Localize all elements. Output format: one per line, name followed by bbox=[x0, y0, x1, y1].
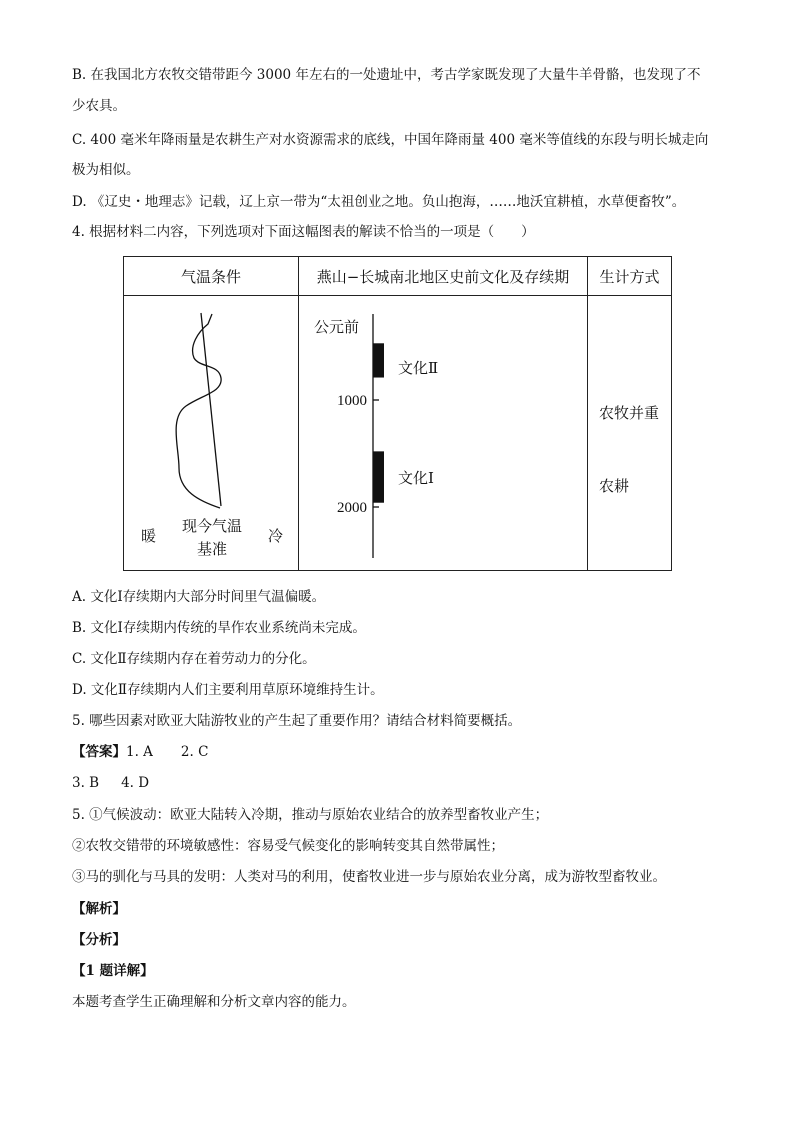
answer-4: 4. D bbox=[121, 775, 150, 791]
baseline-line bbox=[201, 313, 221, 506]
option-b-line1: B. 在我国北方农牧交错带距今 3000 年左右的一处遗址中，考古学家既发现了大量牛羊骨骼，也发现了不 bbox=[72, 67, 701, 83]
option-d: D. 文化Ⅱ存续期内人们主要利用草原环境维持生计。 bbox=[72, 682, 384, 698]
culture-bar-2 bbox=[373, 343, 384, 377]
header-temperature: 气温条件 bbox=[124, 257, 299, 296]
livelihood-cell bbox=[588, 296, 672, 571]
answer-2: 2. C bbox=[180, 744, 209, 760]
timeline-chart bbox=[299, 296, 588, 572]
header-livelihood: 生计方式 bbox=[588, 257, 672, 296]
analysis-text: 本题考查学生正确理解和分析文章内容的能力。 bbox=[72, 994, 356, 1010]
answer-row-2 bbox=[72, 773, 149, 793]
answer-5-point-3: ③马的驯化与马具的发明：人类对马的利用，使畜牧业进一步与原始农业分离，成为游牧型畜牧业。 bbox=[72, 869, 666, 885]
option-c: C. 文化Ⅱ存续期内存在着劳动力的分化。 bbox=[72, 651, 316, 667]
culture-table bbox=[123, 256, 672, 571]
option-b-line2: 少农具。 bbox=[72, 98, 126, 114]
answer-1: 1. A bbox=[126, 744, 153, 760]
culture-2-label: 文化Ⅱ bbox=[398, 359, 439, 377]
culture-bar-1 bbox=[373, 451, 384, 502]
option-c-line1: C. 400 毫米年降雨量是农耕生产对水资源需求的底线，中国年降雨量 400 毫米等值线的东段与明长城走向 bbox=[72, 132, 709, 148]
option-b: B. 文化Ⅰ存续期内传统的旱作农业系统尚未完成。 bbox=[72, 620, 366, 636]
detail-1-heading: 【1 题详解】 bbox=[72, 963, 154, 979]
header-culture: 燕山−长城南北地区史前文化及存续期 bbox=[299, 257, 588, 296]
question-4: 4. 根据材料二内容，下列选项对下面这幅图表的解读不恰当的一项是（ ） bbox=[72, 224, 535, 240]
answer-label: 【答案】 bbox=[72, 744, 126, 760]
temperature-curve bbox=[176, 314, 221, 508]
timeline-tick-label-1000: 1000 bbox=[337, 393, 367, 409]
answer-5-point-1: 5. ①气候波动：欧亚大陆转入冷期，推动与原始农业结合的放养型畜牧业产生； bbox=[72, 807, 549, 823]
option-c-line2: 极为相似。 bbox=[72, 162, 140, 178]
timeline-tick-label-2000: 2000 bbox=[337, 500, 367, 516]
answer-5-point-2: ②农牧交错带的环境敏感性：容易受气候变化的影响转变其自然带属性； bbox=[72, 838, 504, 854]
livelihood-farming: 农耕 bbox=[599, 477, 630, 495]
baseline-label-line2: 基准 bbox=[197, 540, 228, 558]
jiexi-heading: 【解析】 bbox=[72, 901, 126, 917]
answer-row-1 bbox=[72, 742, 208, 762]
question-5: 5. 哪些因素对欧亚大陆游牧业的产生起了重要作用？请结合材料简要概括。 bbox=[72, 713, 522, 729]
timeline-cell bbox=[299, 296, 588, 571]
culture-1-label: 文化Ⅰ bbox=[398, 469, 434, 487]
fenxi-heading: 【分析】 bbox=[72, 932, 126, 948]
cold-label: 冷 bbox=[268, 527, 284, 545]
timeline-top-label: 公元前 bbox=[314, 318, 360, 336]
baseline-label-line1: 现今气温 bbox=[182, 517, 243, 535]
livelihood-agro-pastoral: 农牧并重 bbox=[599, 404, 660, 422]
warm-label: 暖 bbox=[141, 527, 157, 545]
temperature-cell bbox=[124, 296, 299, 571]
option-d-line: D. 《辽史・地理志》记载，辽上京一带为“太祖创业之地。负山抱海，……地沃宜耕植，水草便畜牧”。 bbox=[72, 194, 686, 210]
answer-3: 3. B bbox=[72, 775, 100, 791]
option-a: A. 文化Ⅰ存续期内大部分时间里气温偏暖。 bbox=[72, 589, 326, 605]
